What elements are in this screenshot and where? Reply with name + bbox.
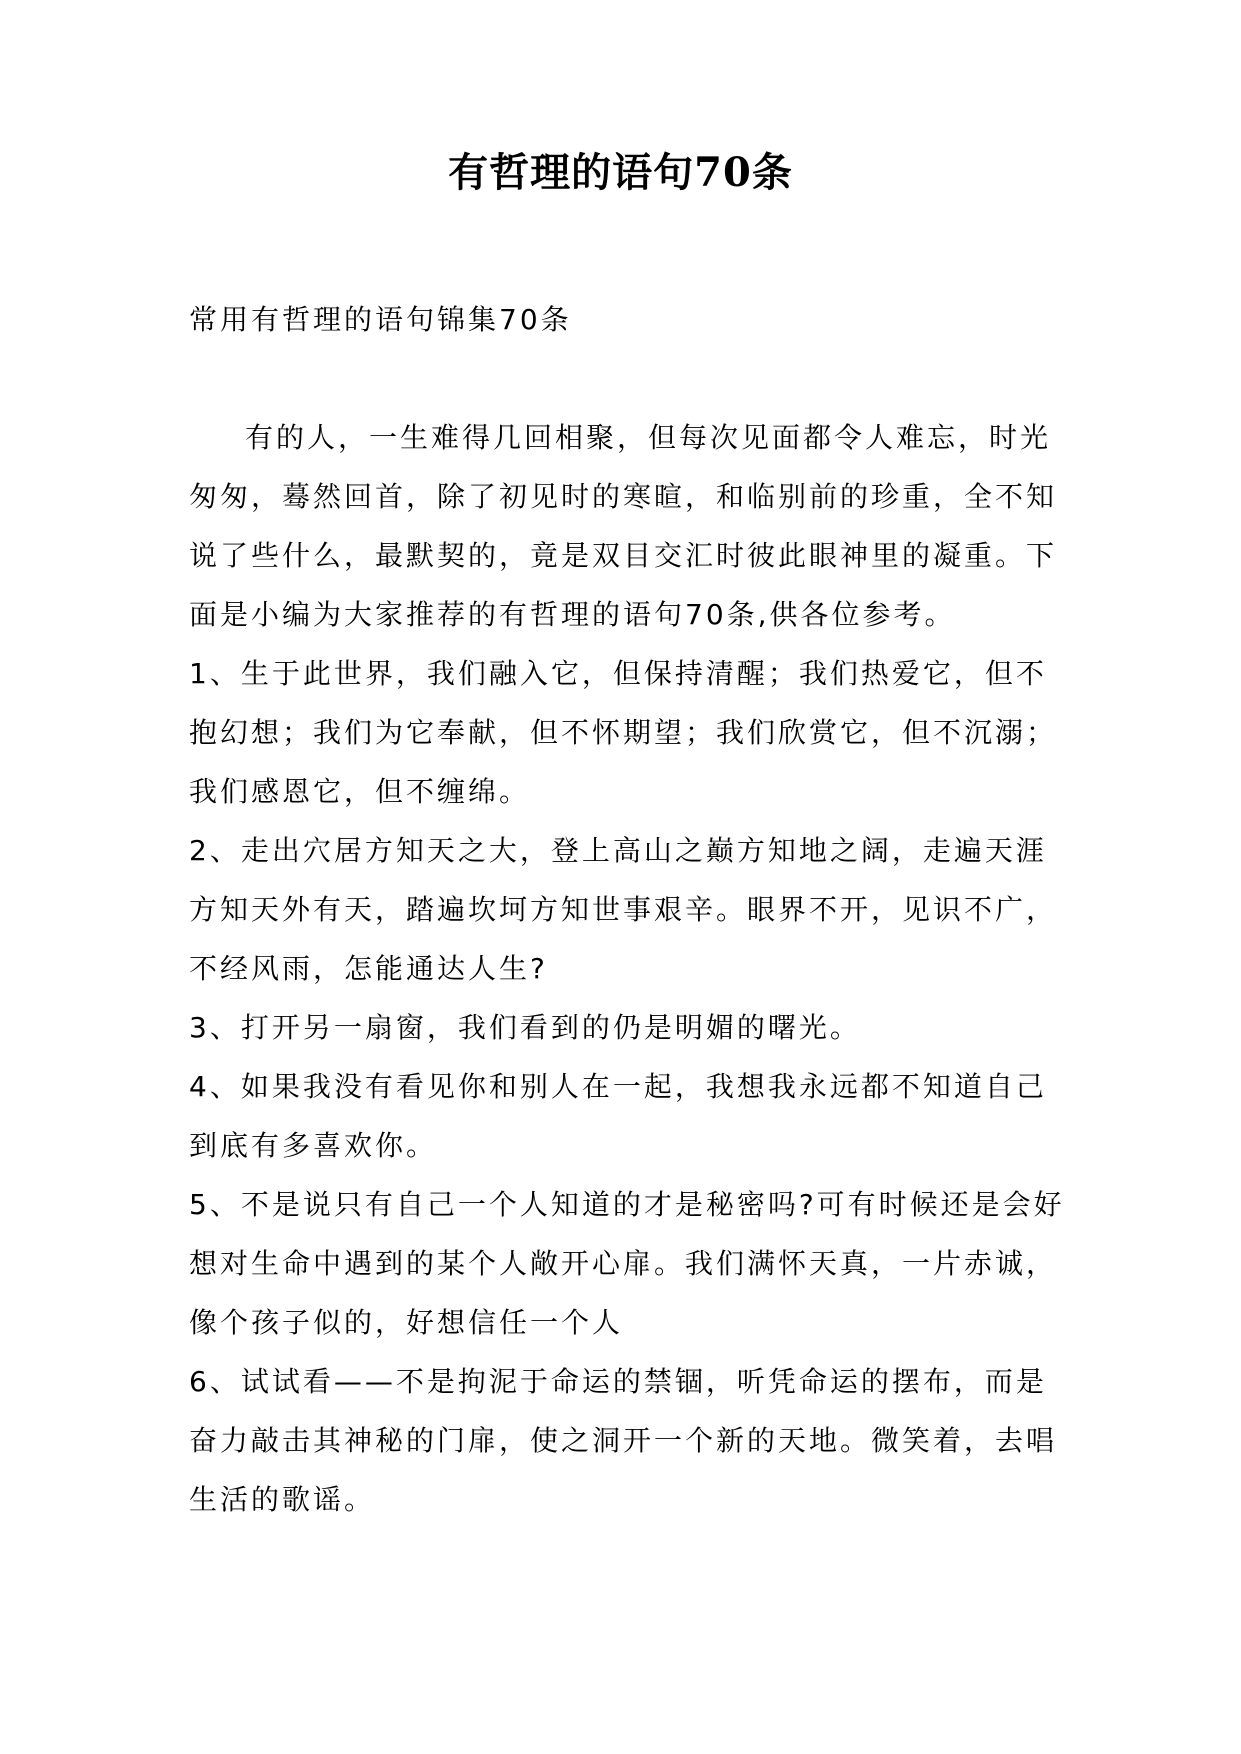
document-subtitle: 常用有哲理的语句锦集70条	[189, 303, 572, 336]
list-item-6: 6、试试看——不是拘泥于命运的禁锢，听凭命运的摆布，而是奋力敲击其神秘的门扉，使之洞开一个新的天地。微笑着，去唱生活的歌谣。	[189, 1365, 1058, 1516]
list-item-2: 2、走出穴居方知天之大，登上高山之巅方知地之阔，走遍天涯方知天外有天，踏遍坎坷方知世事艰辛。眼界不开，见识不广，不经风雨，怎能通达人生?	[189, 834, 1058, 985]
document-title: 有哲理的语句70条	[448, 149, 793, 196]
list-item-1: 1、生于此世界，我们融入它，但保持清醒；我们热爱它，但不抱幻想；我们为它奉献，但不怀期望；我们欣赏它，但不沉溺；我们感恩它，但不缠绵。	[189, 657, 1058, 808]
document-body	[189, 290, 1065, 1529]
intro-paragraph: 有的人，一生难得几回相聚，但每次见面都令人难忘，时光匆匆，蓦然回首，除了初见时的寒暄，和临别前的珍重，全不知说了些什么，最默契的，竟是双目交汇时彼此眼神里的凝重。下面是小编为大家推荐的有哲理的语句70条,供各位参考。	[189, 421, 1058, 631]
list-item-4: 4、如果我没有看见你和别人在一起，我想我永远都不知道自己到底有多喜欢你。	[189, 1070, 1047, 1162]
list-item-5: 5、不是说只有自己一个人知道的才是秘密吗?可有时候还是会好想对生命中遇到的某个人敞开心扉。我们满怀天真，一片赤诚，像个孩子似的，好想信任一个人	[189, 1188, 1065, 1339]
list-item-3: 3、打开另一扇窗，我们看到的仍是明媚的曙光。	[189, 1011, 861, 1044]
